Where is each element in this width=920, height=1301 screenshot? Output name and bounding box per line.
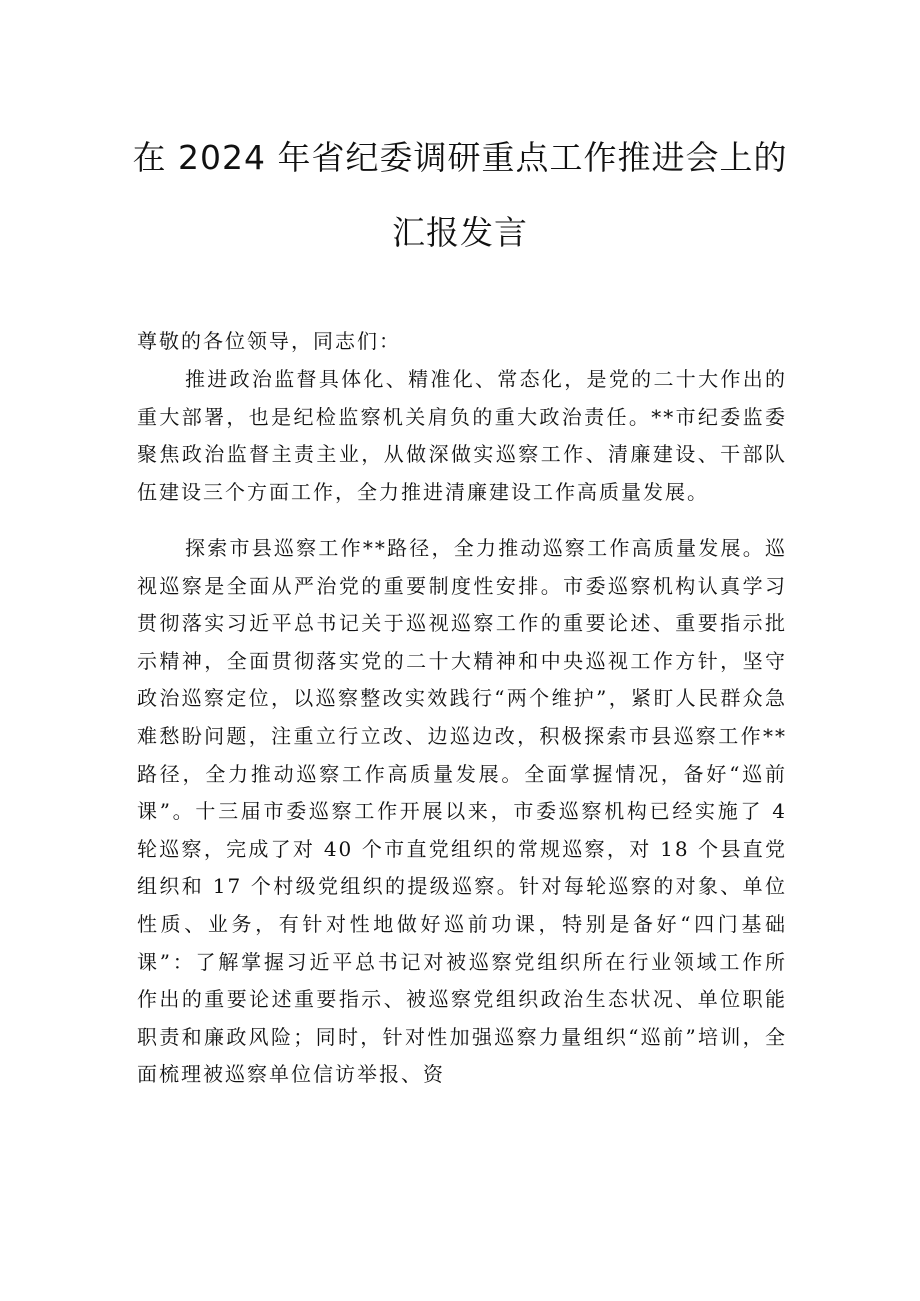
document-title-line-2: 汇报发言 <box>392 213 528 252</box>
document-title-line-1: 在 2024 年省纪委调研重点工作推进会上的 <box>132 138 788 177</box>
salutation: 尊敬的各位领导，同志们： <box>137 329 401 353</box>
paragraph-2: 探索市县巡察工作**路径，全力推动巡察工作高质量发展。巡视巡察是全面从严治党的重要制度性安排。市委巡察机构认真学习贯彻落实习近平总书记关于巡视巡察工作的重要论述、重要指示批示精神，全面贯彻落实党的二十大精神和中央巡视工作方针，坚守政治巡察定位，以巡察整改实效践行“两个维护”，紧盯人民群众急难愁盼问题，注重立行立改、边巡边改，积极探索市县巡察工作**路径，全力推动巡察工作高质量发展。全面掌握情况，备好“巡前课”。十三届市委巡察工作开展以来，市委巡察机构已经实施了 4 轮巡察，完成了对 40 个市直党组织的常规巡察，对 18 个县直党组织和 17 个村级党组织的提级巡察。针对每轮巡察的对象、单位性质、业务，有针对性地做好巡前功课，特别是备好“四门基础课”：了解掌握习近平总书记对被巡察党组织所在行业领域工作所作出的重要论述重要指示、被巡察党组织政治生态状况、单位职能职责和廉政风险；同时，针对性加强巡察力量组织“巡前”培训，全面梳理被巡察单位信访举报、资 <box>137 536 787 1087</box>
paragraph-1: 推进政治监督具体化、精准化、常态化，是党的二十大作出的重大部署，也是纪检监察机关肩负的重大政治责任。**市纪委监委聚焦政治监督主责主业，从做深做实巡察工作、清廉建设、干部队伍建设三个方面工作，全力推进清廉建设工作高质量发展。 <box>137 367 787 504</box>
